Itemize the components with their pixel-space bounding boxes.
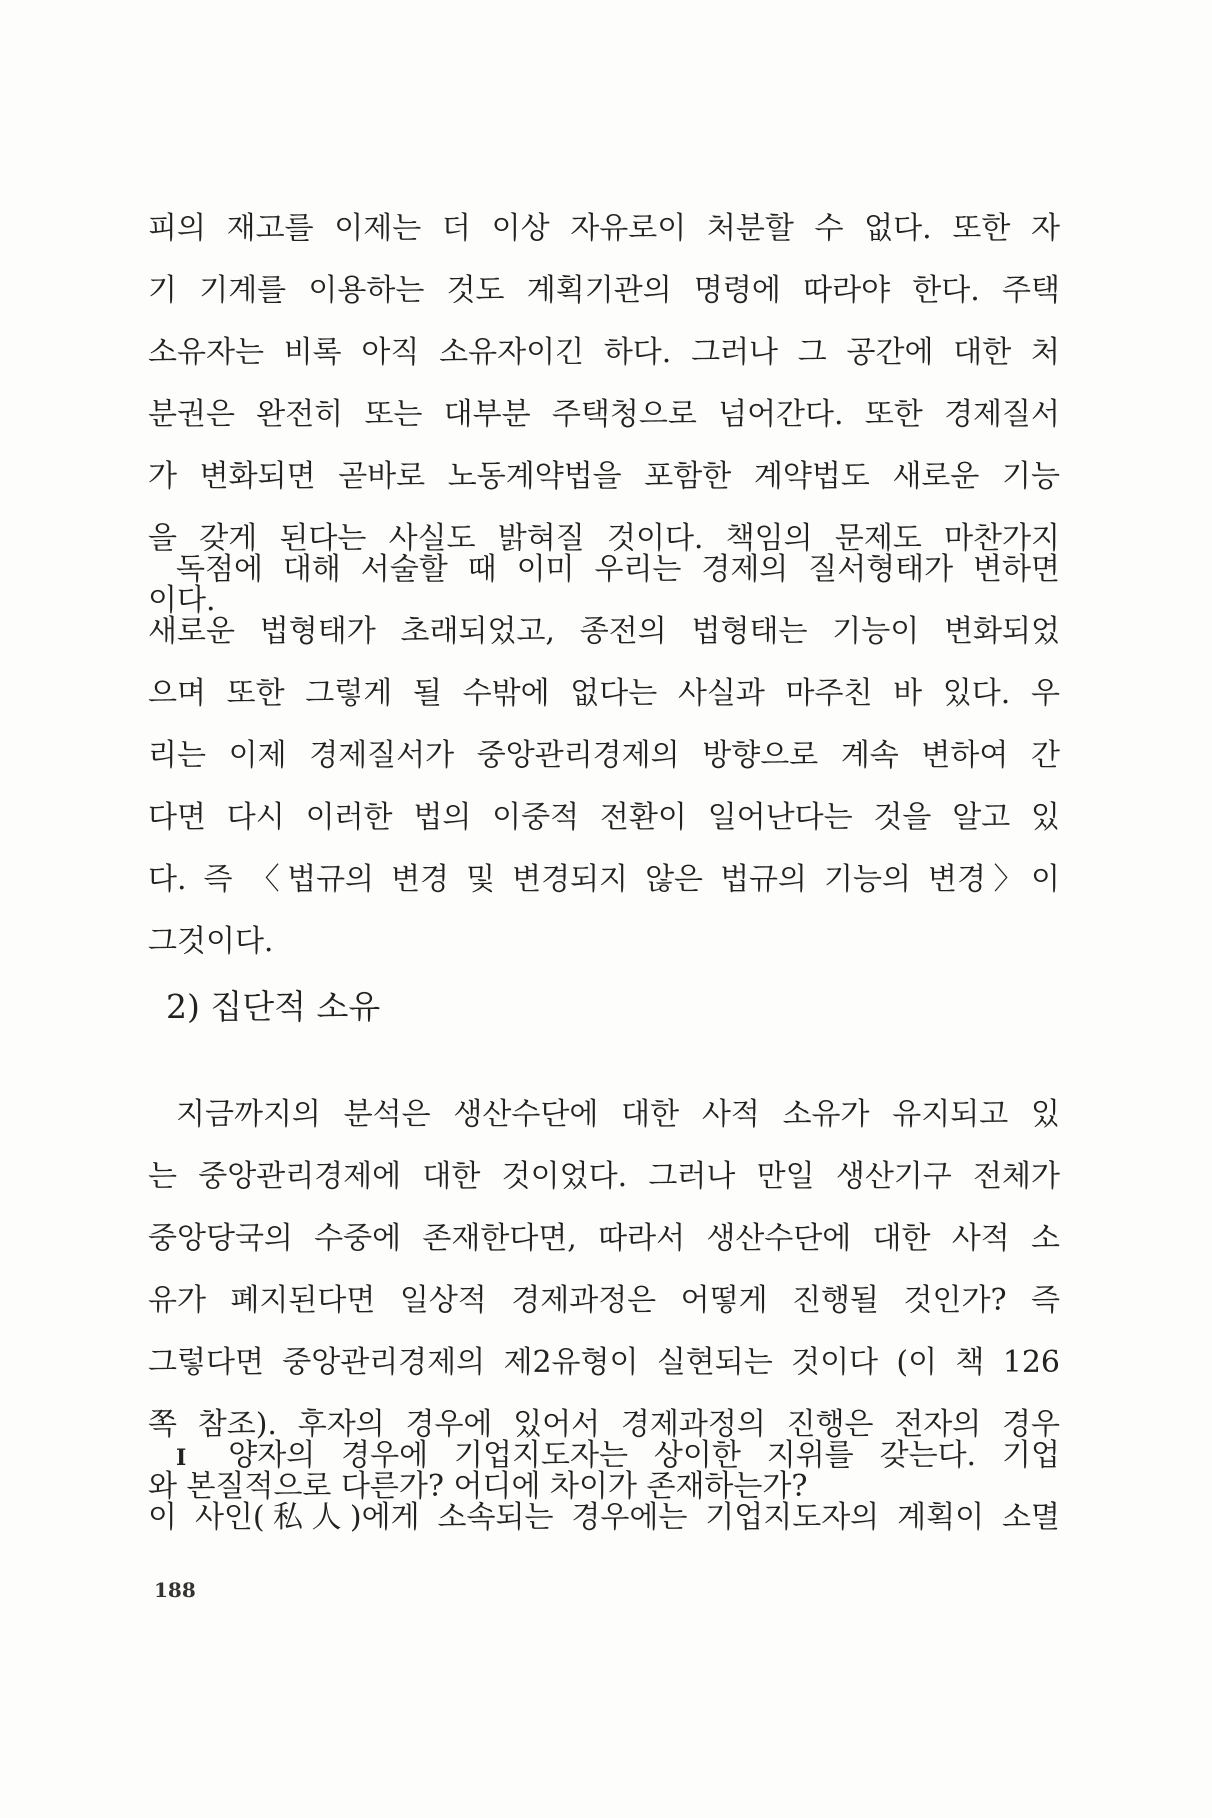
text-line: 소유자는 비록 아직 소유자이긴 하다. 그러나 그 공간에 대한 처 xyxy=(148,335,1060,370)
text-line: 리는 이제 경제질서가 중앙관리경제의 방향으로 계속 변하여 간 xyxy=(148,738,1060,773)
text-line: 분권은 완전히 또는 대부분 주택청으로 넘어간다. 또한 경제질서 xyxy=(148,397,1060,432)
text-line: 유가 폐지된다면 일상적 경제과정은 어떻게 진행될 것인가? 즉 xyxy=(148,1283,1060,1318)
text-line: 이 사인(私人)에게 소속되는 경우에는 기업지도자의 계획이 소멸 xyxy=(148,1500,1060,1535)
text-line: 는 중앙관리경제에 대한 것이었다. 그러나 만일 생산기구 전체가 xyxy=(148,1159,1060,1194)
paragraph-4 xyxy=(148,1425,1060,1549)
text-line: 이다. xyxy=(148,583,216,618)
section-heading: 2) 집단적 소유 xyxy=(166,987,381,1026)
text-line: 기 기계를 이용하는 것도 계획기관의 명령에 따라야 한다. 주택 xyxy=(148,273,1060,308)
text-line: 피의 재고를 이제는 더 이상 자유로이 처분할 수 없다. 또한 자 xyxy=(148,211,1060,246)
text-line: 중앙당국의 수중에 존재한다면, 따라서 생산수단에 대한 사적 소 xyxy=(148,1221,1060,1256)
text-line: 지금까지의 분석은 생산수단에 대한 사적 소유가 유지되고 있 xyxy=(176,1097,1060,1132)
text-line: 을 갖게 된다는 사실도 밝혀질 것이다. 책임의 문제도 마찬가지 xyxy=(148,521,1060,556)
text-line: 다. 즉 〈법규의 변경 및 변경되지 않은 법규의 기능의 변경〉이 xyxy=(148,862,1060,897)
roman-numeral-marker: I xyxy=(176,1445,187,1471)
text-line: 와 본질적으로 다른가? 어디에 차이가 존재하는가? xyxy=(148,1469,808,1504)
text-line: 다면 다시 이러한 법의 이중적 전환이 일어난다는 것을 알고 있 xyxy=(148,800,1060,835)
text-line: 그렇다면 중앙관리경제의 제2유형이 실현되는 것이다 (이 책 126 xyxy=(148,1345,1060,1380)
text-line: 으며 또한 그렇게 될 수밖에 없다는 사실과 마주친 바 있다. 우 xyxy=(148,676,1060,711)
page-number: 188 xyxy=(154,1578,196,1602)
text-line: 새로운 법형태가 초래되었고, 종전의 법형태는 기능이 변화되었 xyxy=(148,614,1060,649)
text-line: 그것이다. xyxy=(148,924,274,959)
text-line: 가 변화되면 곧바로 노동계약법을 포함한 계약법도 새로운 기능 xyxy=(148,459,1060,494)
text-line: 쪽 참조). 후자의 경우에 있어서 경제과정의 진행은 전자의 경우 xyxy=(148,1407,1060,1442)
text-line: 독점에 대해 서술할 때 이미 우리는 경제의 질서형태가 변하면 xyxy=(176,552,1060,587)
text-line-with-marker xyxy=(148,1425,1060,1487)
text-line: 양자의 경우에 기업지도자는 상이한 지위를 갖는다. 기업 xyxy=(228,1438,1060,1473)
paragraph-2 xyxy=(148,539,1060,973)
